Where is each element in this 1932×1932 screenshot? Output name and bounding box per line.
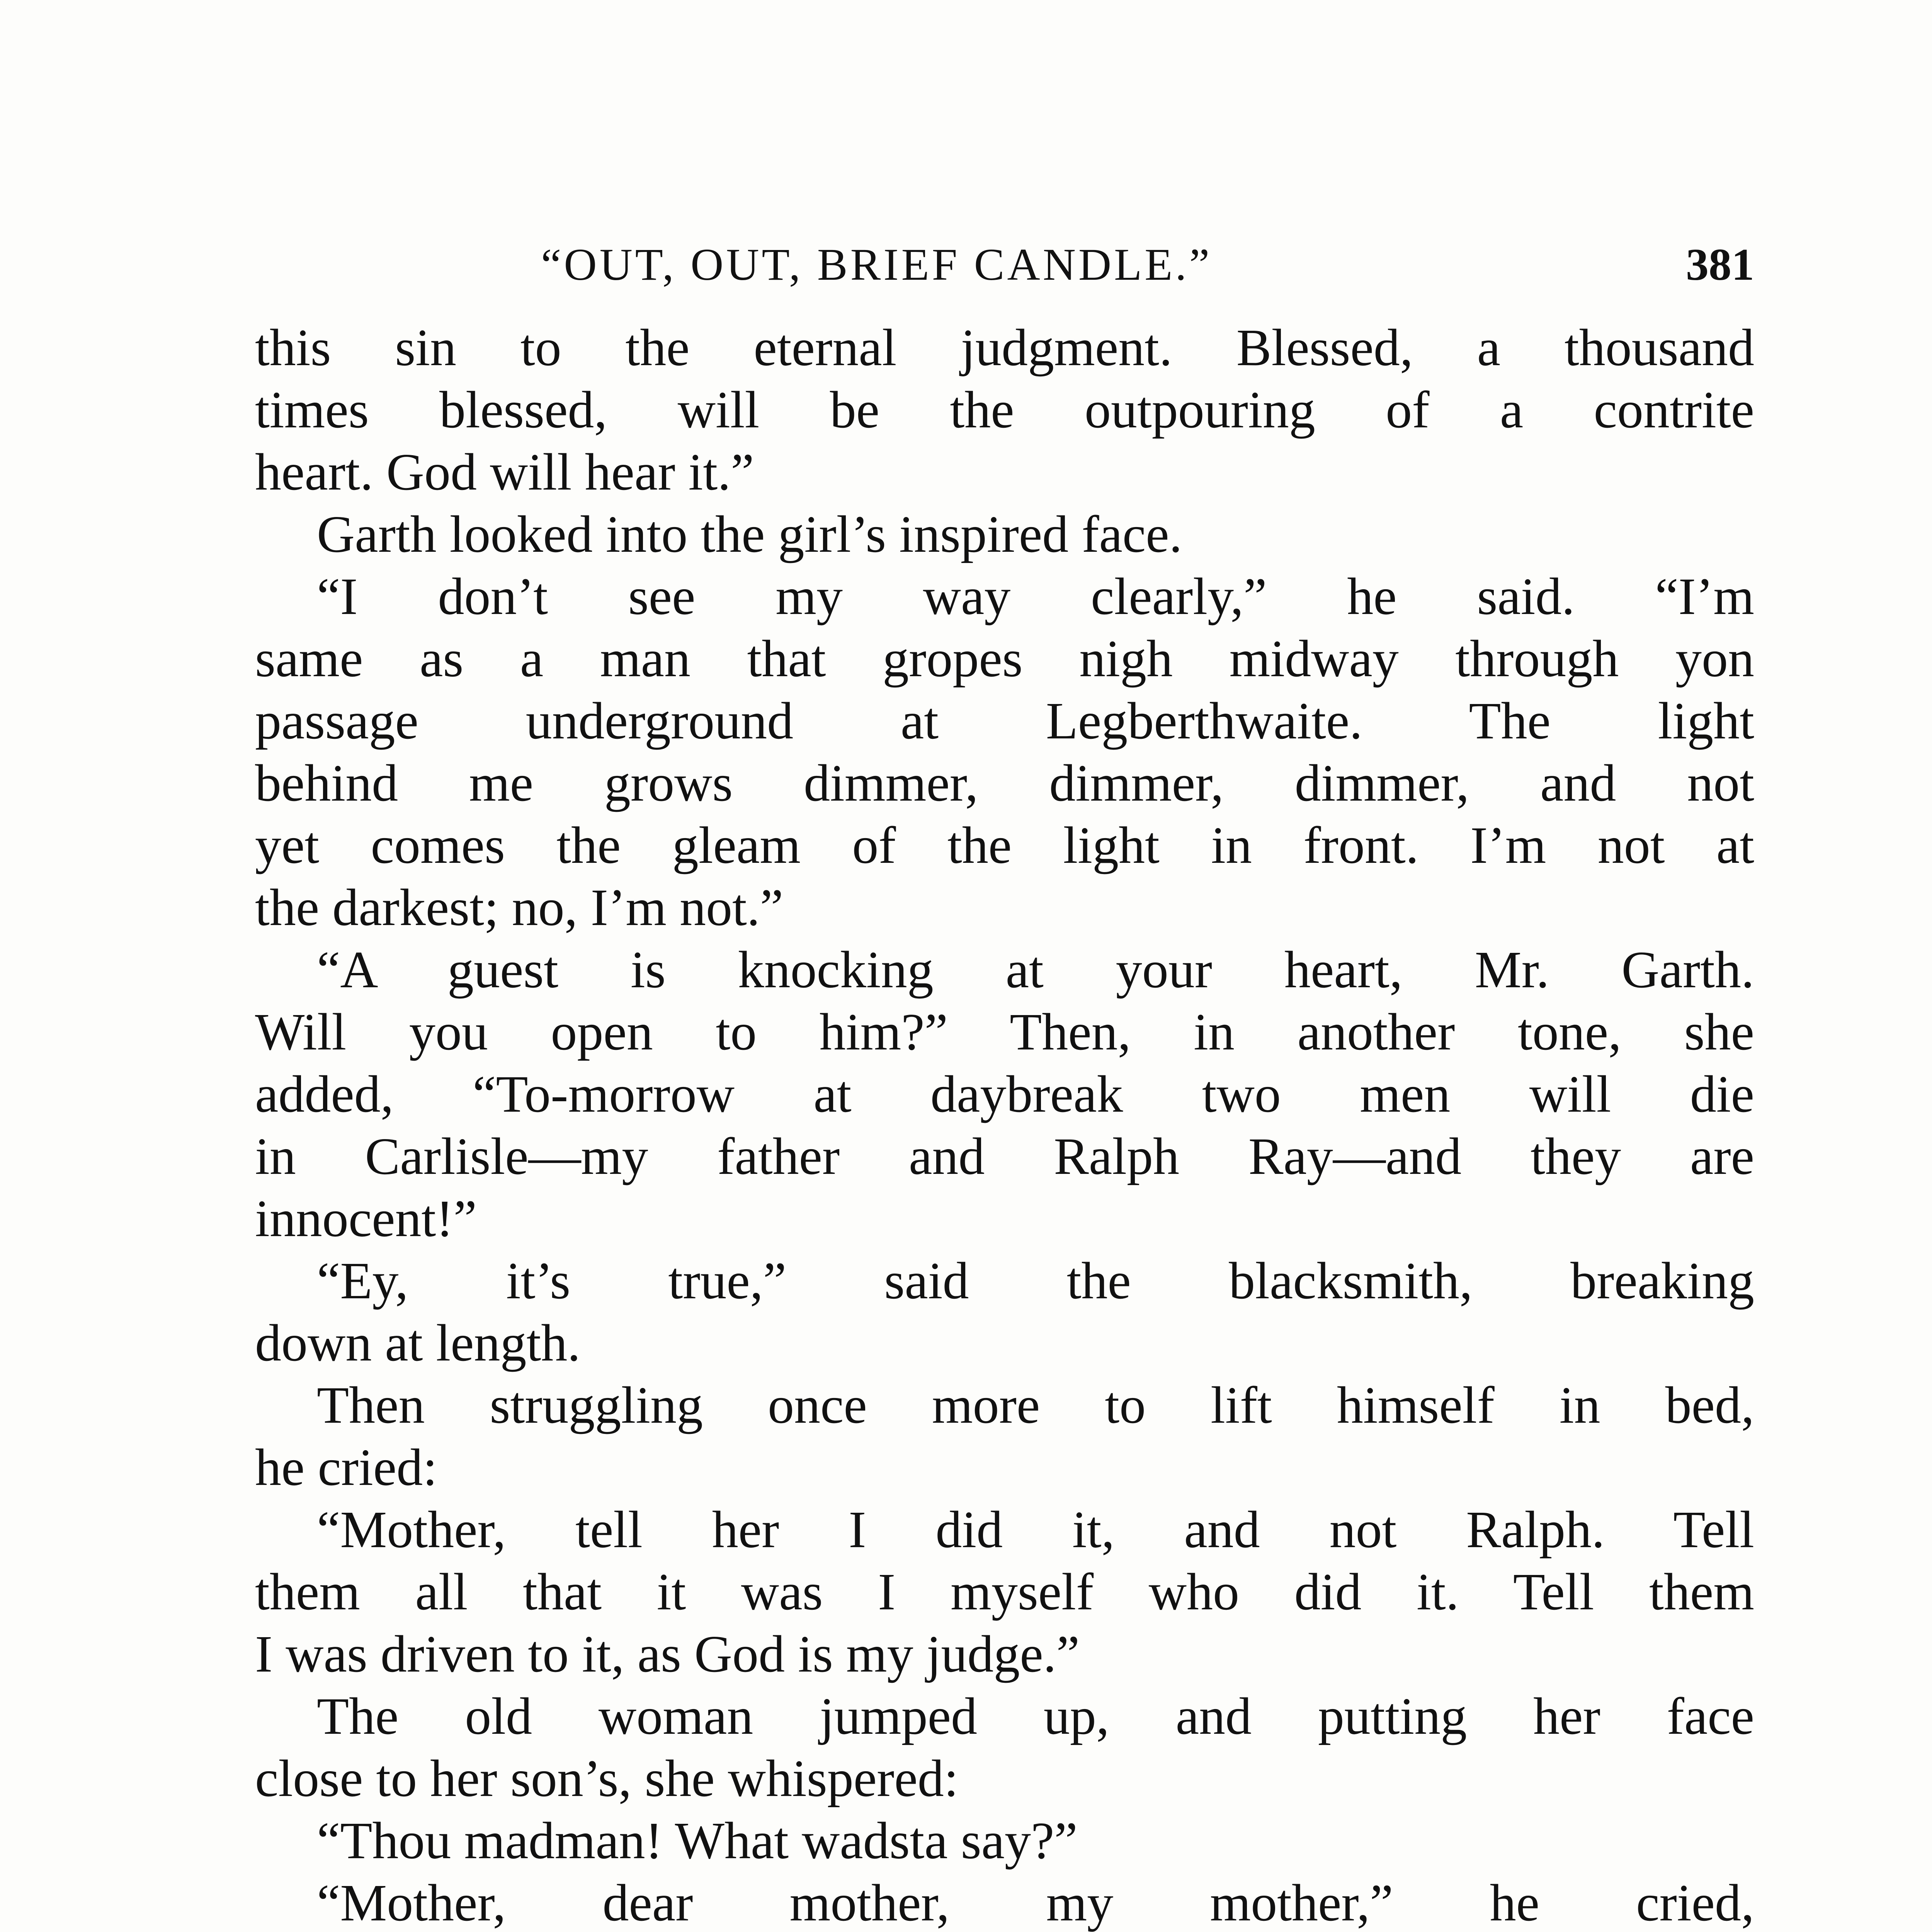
text-line: yet comes the gleam of the light in front. I’m not at — [255, 816, 1754, 874]
text-line: in Carlisle—my father and Ralph Ray—and they are — [255, 1128, 1754, 1185]
text-line: “Thou madman! What wadsta say?” — [317, 1812, 1078, 1870]
text-line: he cried: — [255, 1439, 437, 1497]
text-line: “A guest is knocking at your heart, Mr. Garth. — [317, 941, 1754, 999]
text-line: added, “To-morrow at daybreak two men will die — [255, 1065, 1754, 1123]
text-line: Then struggling once more to lift himself in bed, — [317, 1376, 1754, 1434]
text-line: Garth looked into the girl’s inspired face. — [317, 505, 1182, 563]
text-line: down at length. — [255, 1314, 581, 1372]
page-number: 381 — [1686, 239, 1754, 290]
text-line: this sin to the eternal judgment. Blessed, a thousand — [255, 319, 1754, 377]
body-text — [255, 317, 1754, 1932]
text-line: them all that it was I myself who did it. Tell them — [255, 1563, 1754, 1621]
page-header — [255, 232, 1754, 298]
text-line: “I don’t see my way clearly,” he said. “I’m — [317, 568, 1754, 626]
running-title: “OUT, OUT, BRIEF CANDLE.” — [541, 239, 1213, 290]
text-line: passage underground at Legberthwaite. The light — [255, 692, 1754, 750]
text-line: close to her son’s, she whispered: — [255, 1750, 959, 1808]
text-line: “Mother, tell her I did it, and not Ralph. Tell — [317, 1501, 1754, 1559]
text-line: times blessed, will be the outpouring of a contrite — [255, 381, 1754, 439]
text-line: behind me grows dimmer, dimmer, dimmer, and not — [255, 754, 1754, 812]
text-line: I was driven to it, as God is my judge.” — [255, 1625, 1080, 1683]
text-line: Will you open to him?” Then, in another tone, she — [255, 1003, 1754, 1061]
text-line: “Mother, dear mother, my mother,” he cried, — [317, 1874, 1754, 1932]
text-line: The old woman jumped up, and putting her face — [317, 1687, 1754, 1745]
text-line: innocent!” — [255, 1190, 477, 1248]
text-line: same as a man that gropes nigh midway through yon — [255, 630, 1754, 688]
text-line: heart. God will hear it.” — [255, 443, 754, 501]
text-line: the darkest; no, I’m not.” — [255, 879, 784, 937]
text-line: “Ey, it’s true,” said the blacksmith, breaking — [317, 1252, 1754, 1310]
